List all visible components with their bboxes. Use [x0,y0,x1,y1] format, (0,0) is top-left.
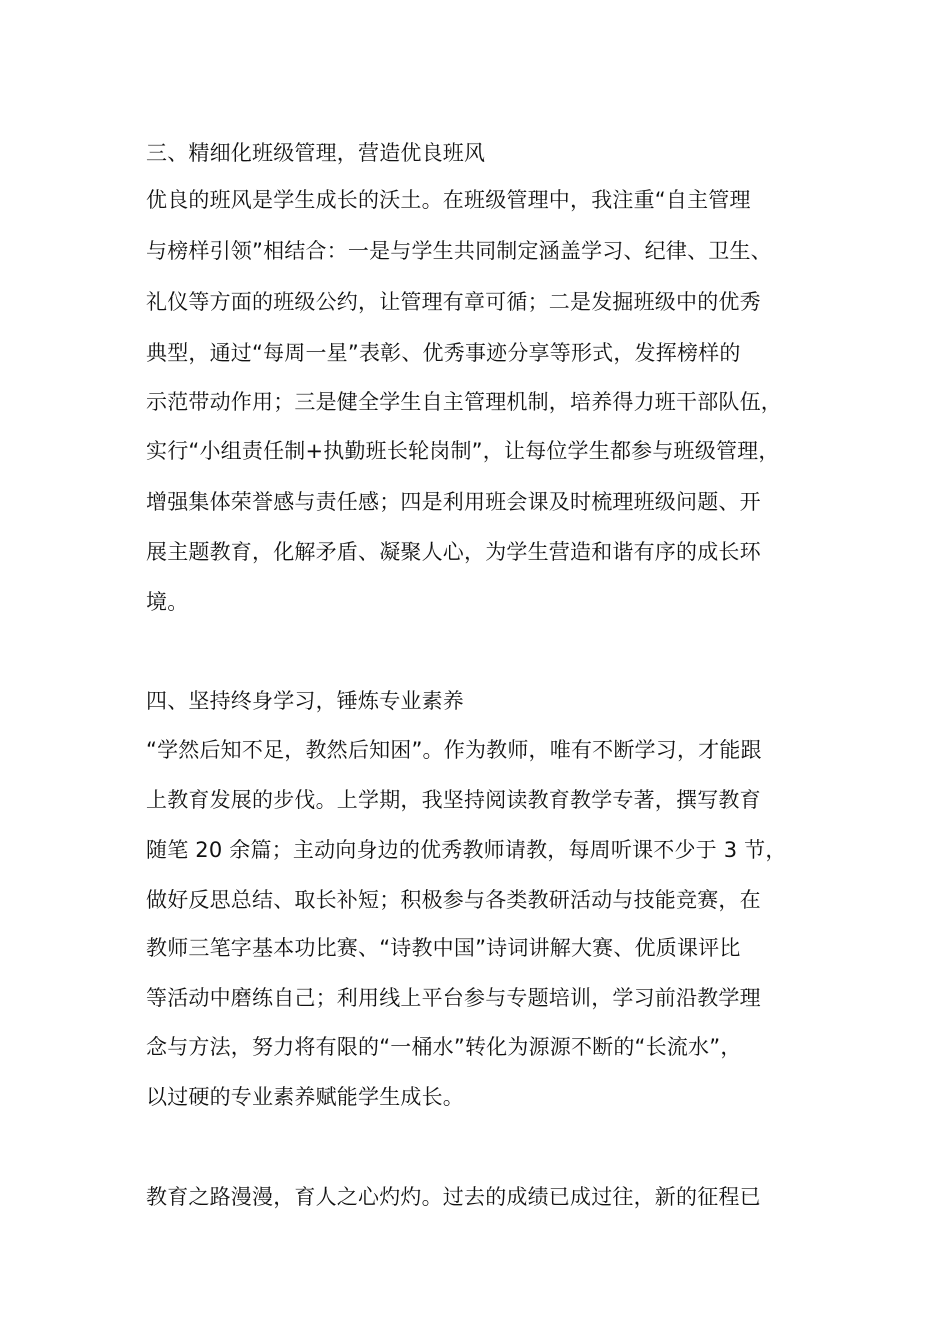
paragraph-line: 做好反思总结、取长补短；积极参与各类教研活动与技能竞赛，在 [146,888,761,912]
paragraph-line: 增强集体荣誉感与责任感；四是利用班会课及时梳理班级问题、开 [146,490,761,514]
paragraph-line: 实行“小组责任制+执勤班长轮岗制”，让每位学生都参与班级管理， [146,439,780,463]
section-heading: 三、精细化班级管理，营造优良班风 [146,141,486,165]
paragraph-line: 以过硬的专业素养赋能学生成长。 [146,1085,464,1109]
paragraph-line: 等活动中磨练自己；利用线上平台参与专题培训，学习前沿教学理 [146,986,761,1010]
paragraph-line: 示范带动作用；三是健全学生自主管理机制，培养得力班干部队伍， [146,390,782,414]
paragraph-line: 境。 [146,590,189,614]
paragraph-line: 礼仪等方面的班级公约，让管理有章可循；二是发掘班级中的优秀 [146,290,761,314]
section-heading: 四、坚持终身学习，锤炼专业素养 [146,689,464,713]
paragraph-line: 教师三笔字基本功比赛、“诗教中国”诗词讲解大赛、优质课评比 [146,936,741,960]
paragraph-line: 随笔 20 余篇；主动向身边的优秀教师请教，每周听课不少于 3 节， [146,838,787,862]
paragraph-line: 念与方法，努力将有限的“一桶水”转化为源源不断的“长流水”， [146,1035,742,1059]
paragraph-line: 上教育发展的步伐。上学期，我坚持阅读教育教学专著，撰写教育 [146,788,761,812]
paragraph-line: 优良的班风是学生成长的沃土。在班级管理中，我注重“自主管理 [146,188,751,212]
paragraph-line: 与榜样引领”相结合：一是与学生共同制定涵盖学习、纪律、卫生、 [146,239,772,263]
paragraph-line: 典型，通过“每周一星”表彰、优秀事迹分享等形式，发挥榜样的 [146,341,741,365]
paragraph-line: “学然后知不足，教然后知困”。作为教师，唯有不断学习，才能跟 [146,738,762,762]
paragraph-line: 教育之路漫漫，育人之心灼灼。过去的成绩已成过往，新的征程已 [146,1185,761,1209]
paragraph-line: 展主题教育，化解矛盾、凝聚人心，为学生营造和谐有序的成长环 [146,540,761,564]
